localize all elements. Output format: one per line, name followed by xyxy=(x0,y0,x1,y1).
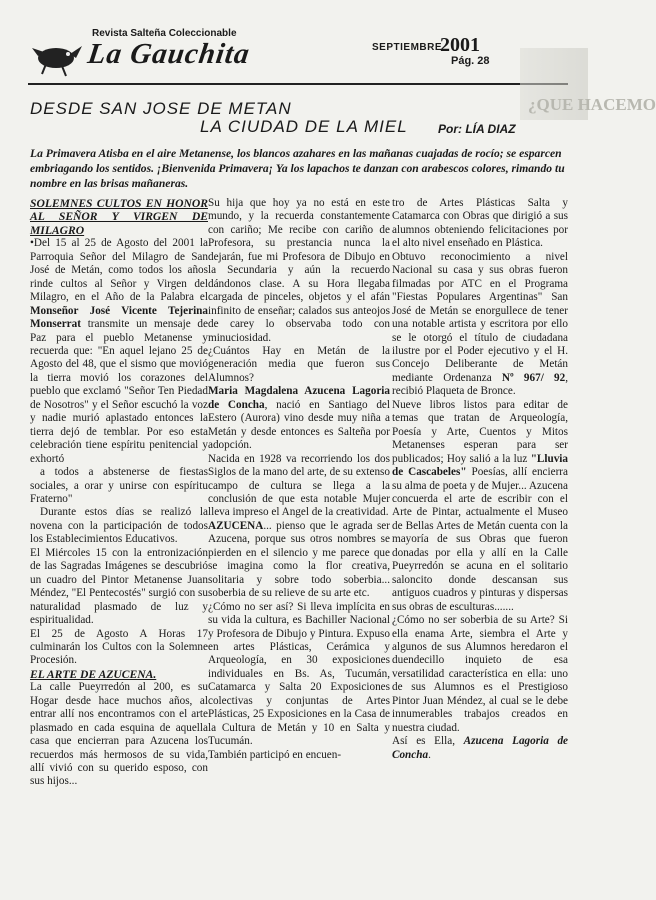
signature-name: Azucena Lagoria de Concha xyxy=(392,735,569,761)
paragraph: El Miércoles 15 con la entronización de las Sagradas Imágenes se descubrió un cuadro del Pintor Metanense Juan Méndez, "El Pentecostés" surgió con su naturalidad plasmado de luz y espiritualidad. xyxy=(30,546,208,627)
paragraph: Obtuvo reconocimiento a nivel Nacional su casa y sus obras fueron filmadas por ATC en el Programa "Fiestas Populares Argentinas" San José de Metán se enorgullece de tener una notable artista y escritora por ello se le otorgó el título de ciudadana ilustre por el Poder ejecutivo y el H. Concejo Deliberante de Metán mediante Ordenanza Nº 967/ 92, recibió Plaqueta de Bronce. xyxy=(392,250,569,398)
paragraph: Nueve libros listos para editar de temas que tratan de Arqueología, Poesía y Arte, Cuentos y Mitos Metanenses esperan para ser publicados; Hoy salió a la luz "Lluvia de Cascabeles" Poesías, allí encierra su alma de poeta y de Mujer... Azucena concuerda el arte de escribir con el Arte de Pintar, actualmente el Museo de Bellas Artes de Metán cuenta con la mayoría de sus Obras que fueron donadas por ella y allí en la Calle Pueyrredón se acuna en el solitario saloncito donde descansan sus antiguos cuadros y pinturas y dispersas sus obras de esculturas....... xyxy=(392,398,569,613)
issue-year: 2001 xyxy=(440,34,480,56)
paragraph: tro de Artes Plásticas Salta y Catamarca con Obras que dirigió a sus alumnos obteniendo felicitaciones por el alto nivel enseñado en Plástica. xyxy=(392,197,568,250)
paragraph: ¿Cómo no ser así? Si lleva implícita en su vida la cultura, es Bachiller Nacional y Profesora de Dibujo y Pintura. Expuso en artes Plásticas, Cerámica y Arqueología, en 30 exposiciones individuales en Bs. As, Tucumán, Catamarca y Salta 20 Exposiciones colectivas y conjuntas de Artes Plásticas, 25 Exposiciones en la Casa de la Cultura de Metán y 10 en Salta y Tucumán. xyxy=(208,600,390,748)
paragraph: AZUCENA... pienso que le agrada ser Azucena, porque sus otros nombres se pierden en el silencio y me parece que se imagina como la flor creativa, solitaria y sobre todo soberbia... soberbia de su relieve de su arte etc. xyxy=(208,519,390,600)
paragraph: ¿Cómo no ser soberbia de su Arte? Si ella enama Arte, siembra el Arte y algunos de sus Alumnos heredaron el duendecillo inquieto de esa versatilidad característica en ella: uno de sus Alumnos es el Prestigioso Pintor Juan Méndez, al cual se le debe innumerables trabajos creados en nuestra ciudad. xyxy=(392,614,568,734)
headline-line1: DESDE SAN JOSE DE METAN xyxy=(30,99,292,118)
paragraph: El 25 de Agosto A Horas 17 culminarán los Cultos con la Solemne Procesión. xyxy=(30,627,208,667)
paragraph: Nacida en 1928 va recorriendo los dos Siglos de la mano del arte, de su extenso campo de cultura se llega a la conclusión de que esta notable Mujer lleva impreso el Angel de la creatividad. xyxy=(208,452,390,519)
name-monsenor: Monseñor José Vicente Tejerina Monserrat xyxy=(30,304,208,331)
byline: Por: LÍA DIAZ xyxy=(438,122,516,136)
ordinance-number: Nº 967/ 92 xyxy=(501,371,566,384)
intro-paragraph: La Primavera Atisba en el aire Metanense, los blancos azahares en las mañanas cuajadas de rocío; se esparcen embriagando los sentidos. ¡Bienvenida Primavera¡ Ya los lapachos te danzan con arabescos colores, rimando tu nombre en las brisas mañaneras. xyxy=(30,147,565,190)
name-azucena: AZUCENA xyxy=(208,519,264,532)
section-title-cultos: SOLEMNES CULTOS EN HONOR AL SEÑOR Y VIRGEN DE MILAGRO xyxy=(30,197,208,237)
headline-line2: LA CIUDAD DE LA MIEL xyxy=(200,117,408,136)
page-number: Pág. 28 xyxy=(451,55,490,67)
paragraph: Así es Ella, Azucena Lagoria de Concha. xyxy=(392,735,569,761)
header-rule xyxy=(28,83,568,85)
paragraph: ¿Cuántos Hay en Metán de la generación media que fueron sus Alumnos? xyxy=(208,344,390,384)
paragraph: La calle Pueyrredón al 200, es su Hogar desde hace muchos años, al entrar allí nos encontramos con el arte plasmado en cada esquina de aquella casa que encierran para Azucena los recuerdos más hermosos de su vida, allí vivió con su querido esposo, con sus hijos... xyxy=(30,681,208,788)
paragraph: Durante estos días se realizó la novena con la participación de todos los Establecimientos Educativos. xyxy=(30,506,208,546)
section-title-arte: EL ARTE DE AZUCENA. xyxy=(30,667,157,681)
paragraph: Su hija que hoy ya no está en este mundo, y la recuerda constantemente con cariño; Me recibe con cariño de Profesora, su prestancia nunca la dejarán, fue mi Profesora de Dibujo en la Secundaria y aún la recuerdo dándonos clase. A su Hora llegaba cargada de pinceles, objetos y el afán infinito de enseñar; calados sus anteojos de carey lo observaba todo con minuciosidad. xyxy=(208,197,390,344)
bleed-through-text: ¿QUE HACEMO xyxy=(528,95,656,114)
paragraph: También participó en encuen- xyxy=(208,748,342,761)
column-3 xyxy=(392,197,568,762)
paragraph: a todos a abstenerse de fiestas sociales, a orar y unirse con espíritu Fraterno" xyxy=(30,466,208,505)
issue-month: SEPTIEMBRE xyxy=(372,42,443,53)
magazine-title: Revista Salteña Coleccionable xyxy=(92,28,237,39)
column-2 xyxy=(208,197,390,762)
magazine-name: La Gauchita xyxy=(85,38,252,70)
column-1 xyxy=(30,197,208,789)
paragraph: •Del 15 al 25 de Agosto del 2001 la Parroquia Señor del Milagro de San José de Metán, como todos los años rinde cultos al Señor y Virgen del Milagro, en el Año de la Palabra el Monseñor José Vicente Tejerina Monserrat transmite un mensaje de Paz para el pueblo Metanense y recuerda que: "En aquel lejano 25 de Agosto del 48, que el sismo que movió la tierra movió los corazones del pueblo que exclamó "Señor Ten Piedad de Nosotros" y el Señor escuchó la voz y nadie murió aplastado entonces la tierra dejó de temblar. Por eso esta celebración tiene espíritu penitencial y exhortó xyxy=(30,237,208,465)
book-title: "Lluvia de Cascabeles" xyxy=(392,452,569,479)
name-azucena-full: Maria Magdalena Azucena Lagoria de Concha xyxy=(208,385,390,411)
paragraph: Maria Magdalena Azucena Lagoria de Concha, nació en Santiago del Estero (Aurora) vino desde muy niña a Metán y desde entonces es Salteña por adopción. xyxy=(208,385,390,452)
bird-logo-icon xyxy=(32,34,82,78)
